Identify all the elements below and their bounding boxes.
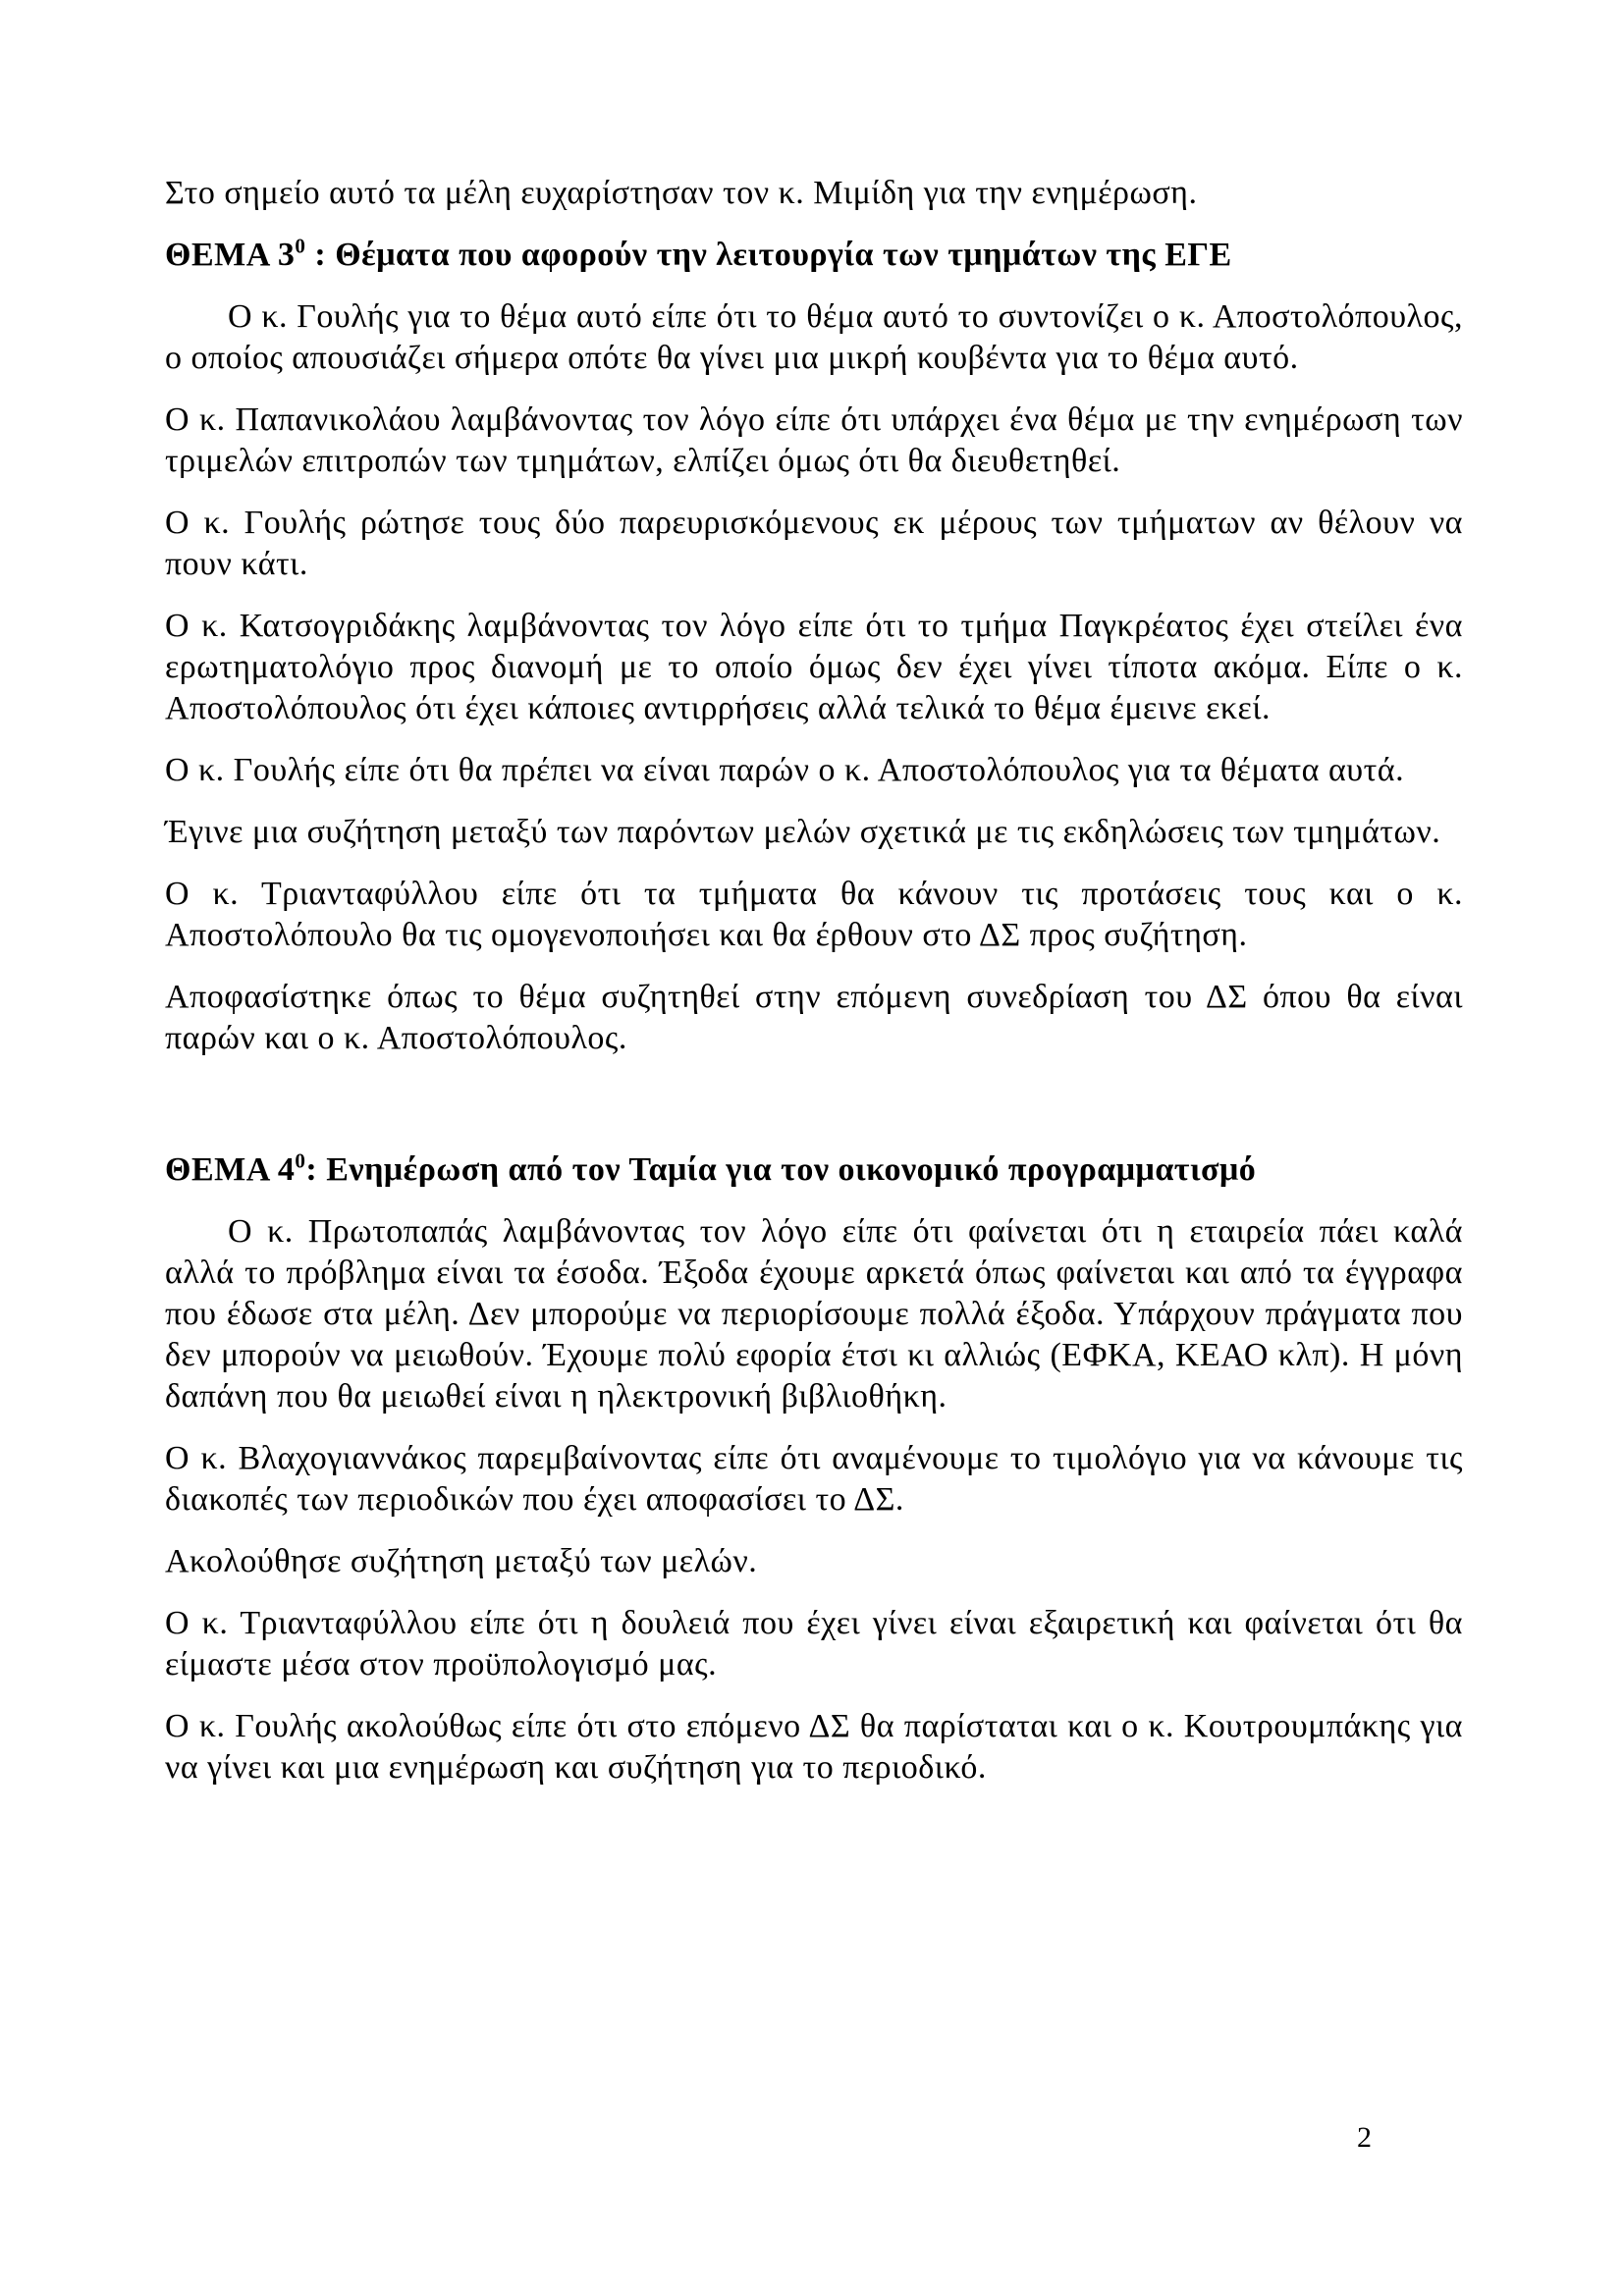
paragraph: Ο κ. Πρωτοπαπάς λαμβάνοντας τον λόγο είπε ότι φαίνεται ότι η εταιρεία πάει καλά αλλά το πρόβλημα είναι τα έσοδα. Έξοδα έχουμε αρκετά όπως φαίνεται και από τα έγγραφα που έδωσε στα μέλη. Δεν μπορούμε να περιορίσουμε πολλά έξοδα. Υπάρχουν πράγματα που δεν μπορούν να μειωθούν. Έχουμε πολύ εφορία έτσι κι αλλιώς (ΕΦΚΑ, ΚΕΑΟ κλπ). Η μόνη δαπάνη που θα μειωθεί είναι η ηλεκτρονική βιβλιοθήκη. [165,1213,1463,1415]
paragraph: Ο κ. Γουλής για το θέμα αυτό είπε ότι το θέμα αυτό το συντονίζει ο κ. Αποστολόπουλος, ο οποίος απουσιάζει σήμερα οπότε θα γίνει μια μικρή κουβέντα για το θέμα αυτό. [165,298,1463,376]
paragraph: Ο κ. Γουλής είπε ότι θα πρέπει να είναι παρών ο κ. Αποστολόπουλος για τα θέματα αυτά. [165,752,1405,788]
paragraph: Αποφασίστηκε όπως το θέμα συζητηθεί στην επόμενη συνεδρίαση του ΔΣ όπου θα είναι παρών και ο κ. Αποστολόπουλος. [165,979,1463,1056]
paragraph: Ο κ. Γουλής ακολούθως είπε ότι στο επόμενο ΔΣ θα παρίσταται και ο κ. Κουτρουμπάκης για να γίνει και μια ενημέρωση και συζήτηση για το περιοδικό. [165,1708,1463,1786]
heading-prefix: ΘΕΜΑ 4 [165,1151,296,1188]
page-number: 2 [1357,2121,1372,2154]
paragraph: Ο κ. Γουλής ρώτησε τους δύο παρευρισκόμενους εκ μέρους των τμήματων αν θέλουν να πουν κάτι. [165,505,1463,582]
heading-text: : Θέματα που αφορούν την λειτουργία των τμημάτων της ΕΓΕ [305,237,1232,273]
heading-text: : Ενημέρωση από τον Ταμία για τον οικονομικό προγραμματισμό [305,1151,1257,1188]
paragraph: Ο κ. Βλαχογιαννάκος παρεμβαίνοντας είπε ότι αναμένουμε το τιμολόγιο για να κάνουμε τις διακοπές των περιοδικών που έχει αποφασίσει το ΔΣ. [165,1440,1463,1518]
paragraph: Ο κ. Κατσογριδάκης λαμβάνοντας τον λόγο είπε ότι το τμήμα Παγκρέατος έχει στείλει ένα ερωτηματολόγιο προς διανομή με το οποίο όμως δεν έχει γίνει τίποτα ακόμα. Είπε ο κ. Αποστολόπουλος ότι έχει κάποιες αντιρρήσεις αλλά τελικά το θέμα έμεινε εκεί. [165,608,1463,726]
paragraph: Ακολούθησε συζήτηση μεταξύ των μελών. [165,1543,758,1579]
document-body [165,173,1463,1789]
paragraph: Έγινε μια συζήτηση μεταξύ των παρόντων μελών σχετικά με τις εκδηλώσεις των τμημάτων. [165,814,1441,850]
heading-ordinal-superscript: 0 [295,1148,306,1173]
heading-ordinal-superscript: 0 [295,234,306,258]
paragraph: Ο κ. Παπανικολάου λαμβάνοντας τον λόγο είπε ότι υπάρχει ένα θέμα με την ενημέρωση των τριμελών επιτροπών των τμημάτων, ελπίζει όμως ότι θα διευθετηθεί. [165,401,1463,479]
section-heading-thema-3 [165,235,1463,276]
paragraph: Ο κ. Τριανταφύλλου είπε ότι τα τμήματα θα κάνουν τις προτάσεις τους και ο κ. Αποστολόπουλο θα τις ομογενοποιήσει και θα έρθουν στο ΔΣ προς συζήτηση. [165,876,1463,953]
heading-prefix: ΘΕΜΑ 3 [165,237,296,273]
section-heading-thema-4 [165,1149,1463,1191]
paragraph: Ο κ. Τριανταφύλλου είπε ότι η δουλειά που έχει γίνει είναι εξαιρετική και φαίνεται ότι θα είμαστε μέσα στον προϋπολογισμό μας. [165,1605,1463,1682]
intro-paragraph: Στο σημείο αυτό τα μέλη ευχαρίστησαν τον κ. Μιμίδη για την ενημέρωση. [165,175,1198,211]
